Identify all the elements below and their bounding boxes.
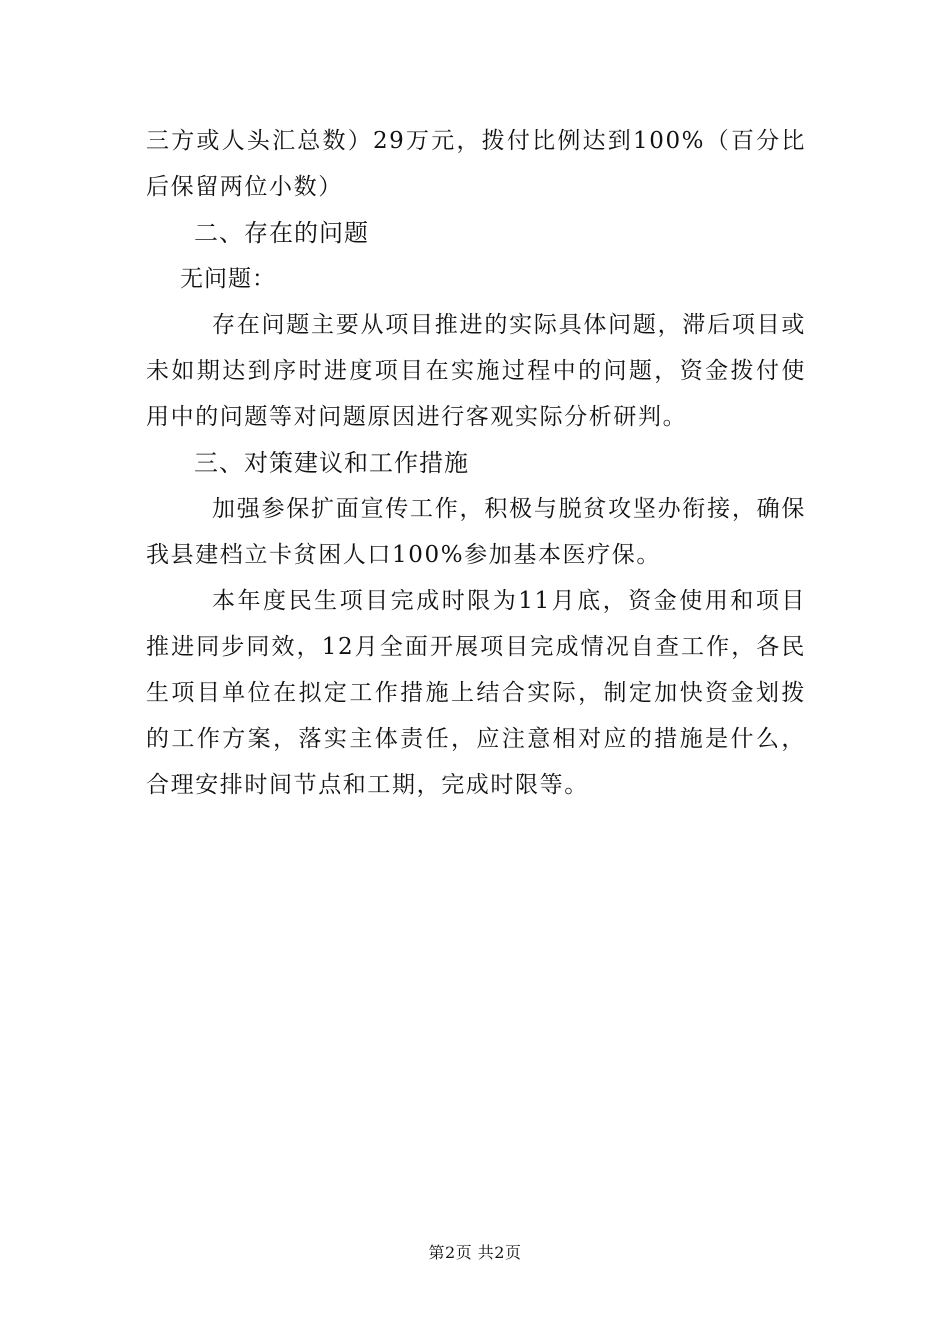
paragraph-project-deadline: 本年度民生项目完成时限为11月底，资金使用和项目推进同步同效，12月全面开展项目完成情况自查工作，各民生项目单位在拟定工作措施上结合实际，制定加快资金划拨的工作方案，落实主体责任，应注意相对应的措施是什么，合理安排时间节点和工期，完成时限等。 — [146, 588, 806, 798]
paragraph-problem-analysis: 存在问题主要从项目推进的实际具体问题，滞后项目或未如期达到序时进度项目在实施过程中的问题，资金拨付使用中的问题等对问题原因进行客观实际分析研判。 — [146, 312, 806, 430]
heading-existing-problems: 二、存在的问题 — [194, 219, 369, 247]
heading-countermeasures: 三、对策建议和工作措施 — [194, 449, 469, 477]
paragraph-allocation-summary: 三方或人头汇总数）29万元，拨付比例达到100%（百分比后保留两位小数） — [146, 128, 806, 200]
document-body — [146, 118, 806, 808]
subheading-no-problems: 无问题： — [180, 266, 276, 292]
paragraph-insurance-promotion: 加强参保扩面宣传工作，积极与脱贫攻坚办衔接，确保我县建档立卡贫困人口100%参加基本医疗保。 — [146, 496, 806, 568]
page-footer: 第2页 共2页 — [428, 1243, 522, 1262]
